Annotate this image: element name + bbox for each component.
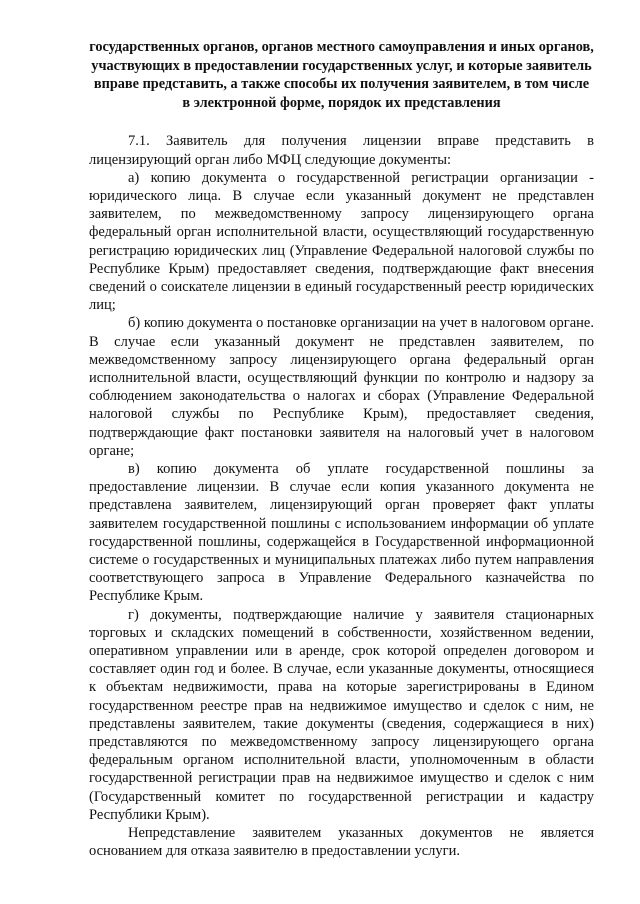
paragraph-closing: Непредставление заявителем указанных документов не является основанием для отказа заявителю в предоставлении услуги.: [89, 825, 594, 860]
paragraph-item-v: в) копию документа об уплате государственной пошлины за предоставление лицензии. В случае если копия указанного документа не представлена заявителем, лицензирующий орган проверяет факт уплаты заявителем государственной пошлины с использованием информации об уплате государственной пошлины, содержащейся в Государственной информационной системе о государственных и муниципальных платежах либо путем направления соответствующего запроса в Управление Федерального казначейства по Республике Крым.: [89, 461, 594, 605]
paragraph-item-g: г) документы, подтверждающие наличие у заявителя стационарных торговых и складских помещений в собственности, хозяйственном ведении, оперативном управлении или в аренде, срок которой определен договором и составляет один год и более. В случае, если указанные документы, относящиеся к объектам недвижимости, права на которые зарегистрированы в Едином государственном реестре прав на недвижимое имущество и сделок с ним, не представлены заявителем, такие документы (сведения, содержащиеся в них) представляются по межведомственному запросу лицензирующего органа федеральным органом исполнительной власти, уполномоченным в области государственной регистрации прав на недвижимое имущество и сделок с ним (Государственный комитет по государственной регистрации и кадастру Республики Крым).: [89, 606, 594, 823]
paragraph-item-a: а) копию документа о государственной регистрации организации - юридического лица. В случае если указанный документ не представлен заявителем, по межведомственному запросу лицензирующего органа федеральный орган исполнительной власти, осуществляющий государственную регистрацию юридических лиц (Управление Федеральной налоговой службы по Республике Крым) предоставляет сведения, подтверждающие факт внесения сведений о соискателе лицензии в единый государственный реестр юридических лиц;: [89, 169, 594, 314]
document-body: [89, 38, 594, 861]
paragraph-list: [89, 132, 594, 860]
paragraph-intro: 7.1. Заявитель для получения лицензии вправе представить в лицензирующий орган либо МФЦ следующие документы:: [89, 133, 594, 168]
section-heading: государственных органов, органов местного самоуправления и иных органов, участвующих в предоставлении государственных услуг, и которые заявитель вправе представить, а также способы их получения заявителем, в том числе в электронной форме, порядок их представления: [89, 39, 594, 111]
paragraph-item-b: б) копию документа о постановке организации на учет в налоговом органе. В случае если указанный документ не представлен заявителем, по межведомственному запросу лицензирующего органа федеральный орган исполнительной власти, осуществляющий функции по контролю и надзору за соблюдением законодательства о налогах и сборах (Управление Федеральной налоговой службы по Республике Крым), предоставляет сведения, подтверждающие факт постановки заявителя на налоговый учет в налоговом органе;: [89, 315, 594, 459]
